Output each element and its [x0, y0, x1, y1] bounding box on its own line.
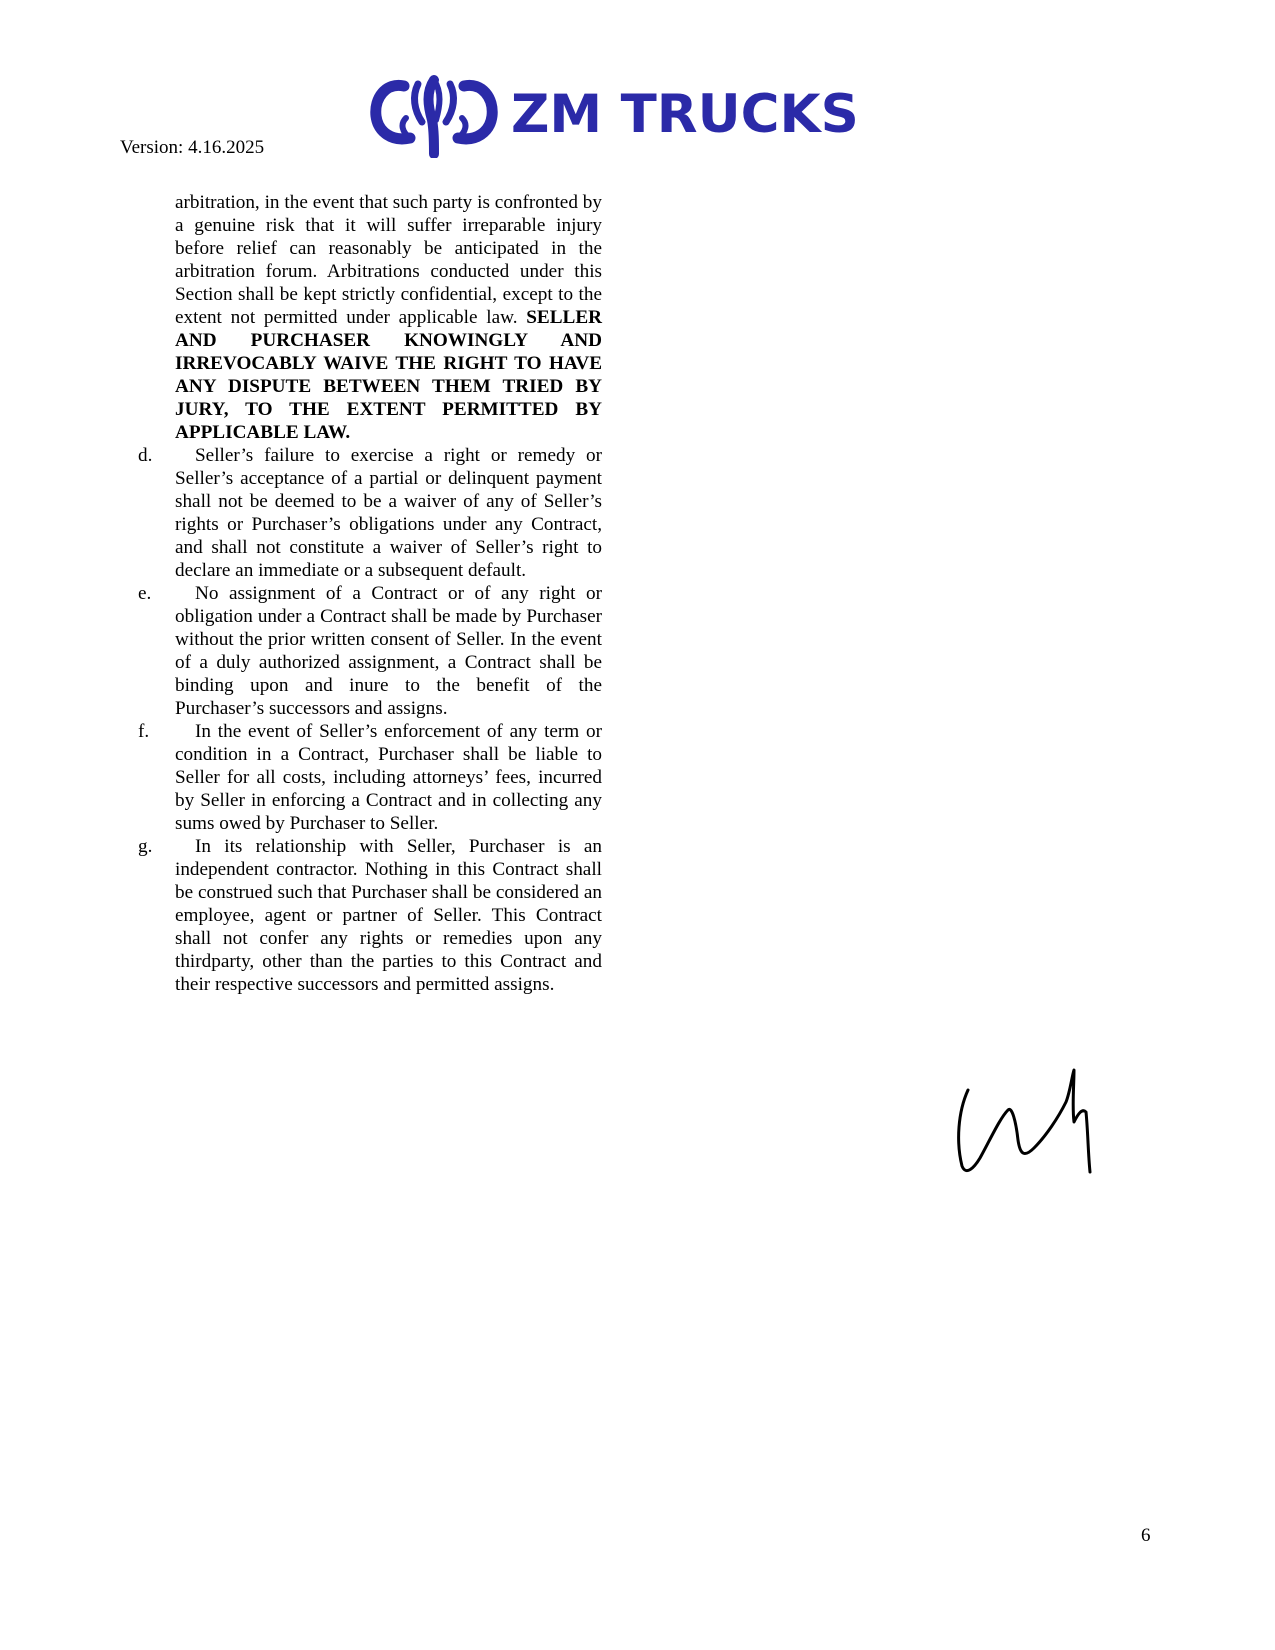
list-item [130, 720, 602, 835]
zm-trucks-logo-mark-icon [370, 72, 498, 158]
list-item [130, 582, 602, 720]
list-item-text: No assignment of a Contract or of any right or obligation under a Contract shall be made by Purchaser without the prior written consent of Seller. In the event of a duly authorized assignment, a Contract shall be binding upon and inure to the benefit of the Purchaser’s successors and assigns. [175, 583, 602, 719]
list-item [130, 444, 602, 582]
list-item-letter: e. [138, 583, 152, 604]
company-logo [370, 72, 859, 162]
list-item [130, 835, 602, 996]
continuation-paragraph [130, 191, 602, 444]
list-item-text: In the event of Seller’s enforcement of any term or condition in a Contract, Purchaser shall be liable to Seller for all costs, including attorneys’ fees, incurred by Seller in enforcing a Contract and in collecting any sums owed by Purchaser to Seller. [175, 721, 602, 834]
continuation-text: arbitration, in the event that such party is confronted by a genuine risk that it will suffer irreparable injury before relief can reasonably be anticipated in the arbitration forum. Arbitrations conducted under this Section shall be kept strictly confidential, except to the extent not permitted under applicable law. [175, 192, 602, 328]
document-version: Version: 4.16.2025 [120, 137, 265, 158]
list-item-text: In its relationship with Seller, Purchaser is an independent contractor. Nothing in this Contract shall be construed such that Purchaser shall be considered an employee, agent or partner of Seller. This Contract shall not confer any rights or remedies upon any thirdparty, other than the parties to this Contract and their respective successors and permitted assigns. [175, 836, 602, 995]
list-item-text: Seller’s failure to exercise a right or remedy or Seller’s acceptance of a partial or delinquent payment shall not be deemed to be a waiver of any of Seller’s rights or Purchaser’s obligations under any Contract, and shall not constitute a waiver of Seller’s right to declare an immediate or a subsequent default. [175, 445, 602, 581]
handwritten-signature-icon [948, 1062, 1108, 1192]
page-number: 6 [1141, 1525, 1151, 1546]
list-item-letter: d. [138, 445, 153, 466]
list-item-letter: f. [138, 721, 150, 742]
list-item-letter: g. [138, 836, 153, 857]
jury-waiver-clause: SELLER AND PURCHASER KNOWINGLY AND IRREVOCABLY WAIVE THE RIGHT TO HAVE ANY DISPUTE BETWEEN THEM TRIED BY JURY, TO THE EXTENT PERMITTED BY APPLICABLE LAW. [175, 307, 602, 443]
contract-terms-column [130, 191, 602, 996]
logo-wordmark: ZM TRUCKS [511, 84, 859, 145]
